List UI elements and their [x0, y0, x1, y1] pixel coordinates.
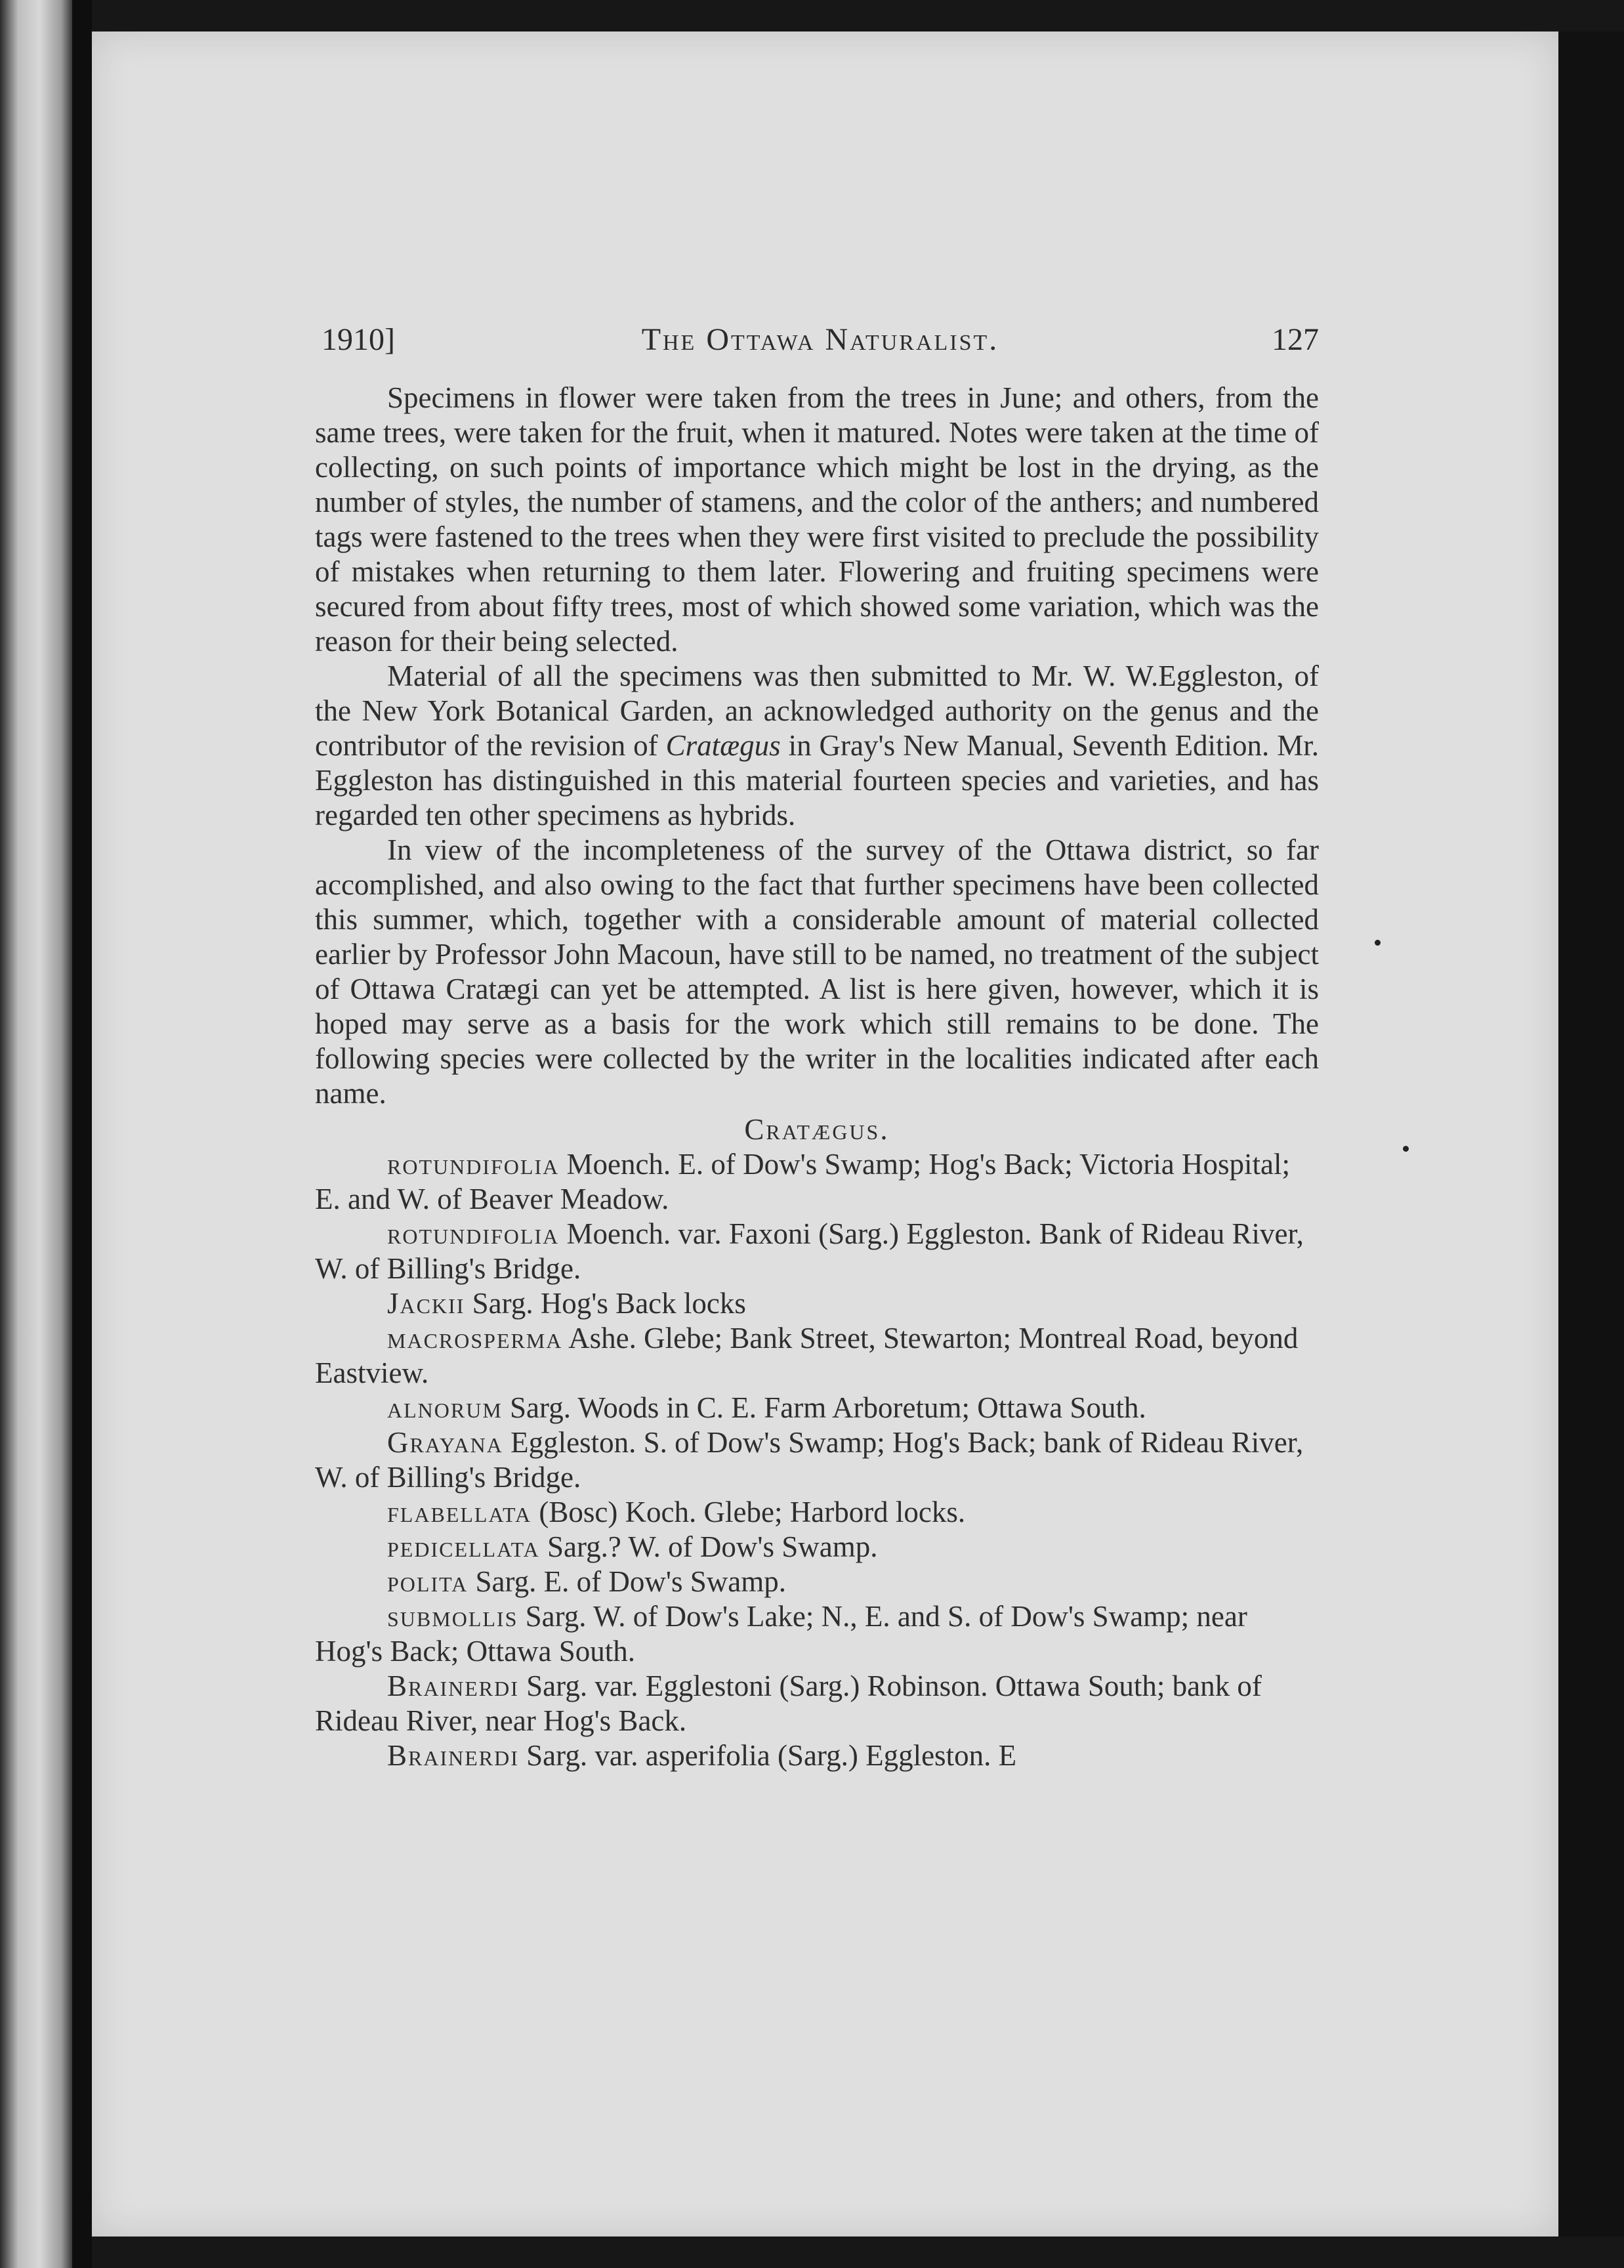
list-item	[315, 1495, 1319, 1530]
species-name: rotundifolia	[387, 1148, 560, 1181]
dust-speck	[1375, 940, 1381, 946]
list-item	[315, 1286, 1319, 1321]
species-localities: Sarg. var. asperifolia (Sarg.) Eggleston. E	[518, 1739, 1017, 1772]
species-name: Jackii	[387, 1287, 465, 1320]
page-number: 127	[1272, 322, 1319, 357]
header-year: 1910]	[322, 322, 395, 357]
species-name: rotundifolia	[387, 1217, 560, 1250]
species-localities: Sarg. E. of Dow's Swamp.	[468, 1565, 786, 1598]
genus-name-italic: Cratægus	[665, 729, 781, 762]
species-name: Brainerdi	[387, 1670, 519, 1702]
list-item	[315, 1391, 1319, 1425]
dust-speck	[1403, 1146, 1409, 1152]
species-name: polita	[387, 1565, 468, 1598]
list-item	[315, 1564, 1319, 1599]
species-localities: Sarg. Woods in C. E. Farm Arboretum; Ottawa South.	[502, 1391, 1146, 1424]
species-localities: Ashe. Glebe; Bank Street, Stewarton; Montreal Road, beyond Eastview.	[315, 1322, 1299, 1389]
species-localities: Eggleston. S. of Dow's Swamp; Hog's Back; bank of Rideau River, W. of Billing's Bridge.	[315, 1426, 1304, 1494]
species-localities: (Bosc) Koch. Glebe; Harbord locks.	[531, 1496, 966, 1528]
journal-title: The Ottawa Naturalist.	[641, 322, 999, 357]
species-list	[315, 1147, 1319, 1773]
species-localities: Sarg.? W. of Dow's Swamp.	[539, 1530, 878, 1563]
running-header	[322, 322, 1319, 368]
list-item	[315, 1147, 1319, 1217]
list-item	[315, 1217, 1319, 1286]
species-name: flabellata	[387, 1496, 532, 1528]
list-item	[315, 1530, 1319, 1564]
species-name: alnorum	[387, 1391, 503, 1424]
species-name: Brainerdi	[387, 1739, 519, 1772]
species-name: submollis	[387, 1600, 518, 1633]
list-item	[315, 1425, 1319, 1495]
section-heading-crataegus: Cratægus.	[744, 1113, 890, 1146]
body-text	[315, 381, 1319, 1773]
paragraph-survey-incomplete: In view of the incompleteness of the survey of the Ottawa district, so far accomplished, and also owing to the fact that further specimens have been collected this summer, which, together with a considerable amount of material collected earlier by Professor John Macoun, have still to be named, no treatment of the subject of Ottawa Cratægi can yet be attempted. A list is here given, however, which it is hoped may serve as a basis for the work which still remains to be done. The following species were collected by the writer in the localities indicated after each name.	[315, 833, 1319, 1110]
list-item	[315, 1738, 1319, 1773]
species-localities: Moench. E. of Dow's Swamp; Hog's Back; Victoria Hospital; E. and W. of Beaver Meadow.	[315, 1148, 1290, 1215]
species-localities: Moench. var. Faxoni (Sarg.) Eggleston. Bank of Rideau River, W. of Billing's Bridge.	[315, 1217, 1304, 1285]
list-item	[315, 1669, 1319, 1738]
species-localities: Sarg. W. of Dow's Lake; N., E. and S. of Dow's Swamp; near Hog's Back; Ottawa South.	[315, 1600, 1247, 1668]
species-name: macrosperma	[387, 1322, 563, 1354]
book-gutter	[72, 0, 92, 2268]
paragraph-specimens-submitted: Material of all the specimens was then submitted to Mr. W. W.Eggleston, of the New York Botanical Garden, an acknowledged authority on the genus and the contributor of the revision of Cratægus in Gray's New Manual, Seventh Edition. Mr. Eggleston has distinguished in this material fourteen species and varieties, and has regarded ten other specimens as hybrids.	[315, 660, 1319, 831]
left-page-edge	[0, 0, 72, 2268]
list-item	[315, 1321, 1319, 1391]
list-item	[315, 1599, 1319, 1669]
species-localities: Sarg. var. Egglestoni (Sarg.) Robinson. Ottawa South; bank of Rideau River, near Hog's Back.	[315, 1670, 1262, 1737]
species-localities: Sarg. Hog's Back locks	[465, 1287, 746, 1320]
right-margin-shadow	[1558, 32, 1624, 2236]
paragraph-collection-method: Specimens in flower were taken from the trees in June; and others, from the same trees, were taken for the fruit, when it matured. Notes were taken at the time of collecting, on such points of importance which might be lost in the drying, as the number of styles, the number of stamens, and the color of the anthers; and numbered tags were fastened to the trees when they were first visited to preclude the possibility of mistakes when returning to them later. Flowering and fruiting specimens were secured from about fifty trees, most of which showed some variation, which was the reason for their being selected.	[315, 381, 1319, 658]
species-name: Grayana	[387, 1426, 503, 1459]
species-name: pedicellata	[387, 1530, 540, 1563]
